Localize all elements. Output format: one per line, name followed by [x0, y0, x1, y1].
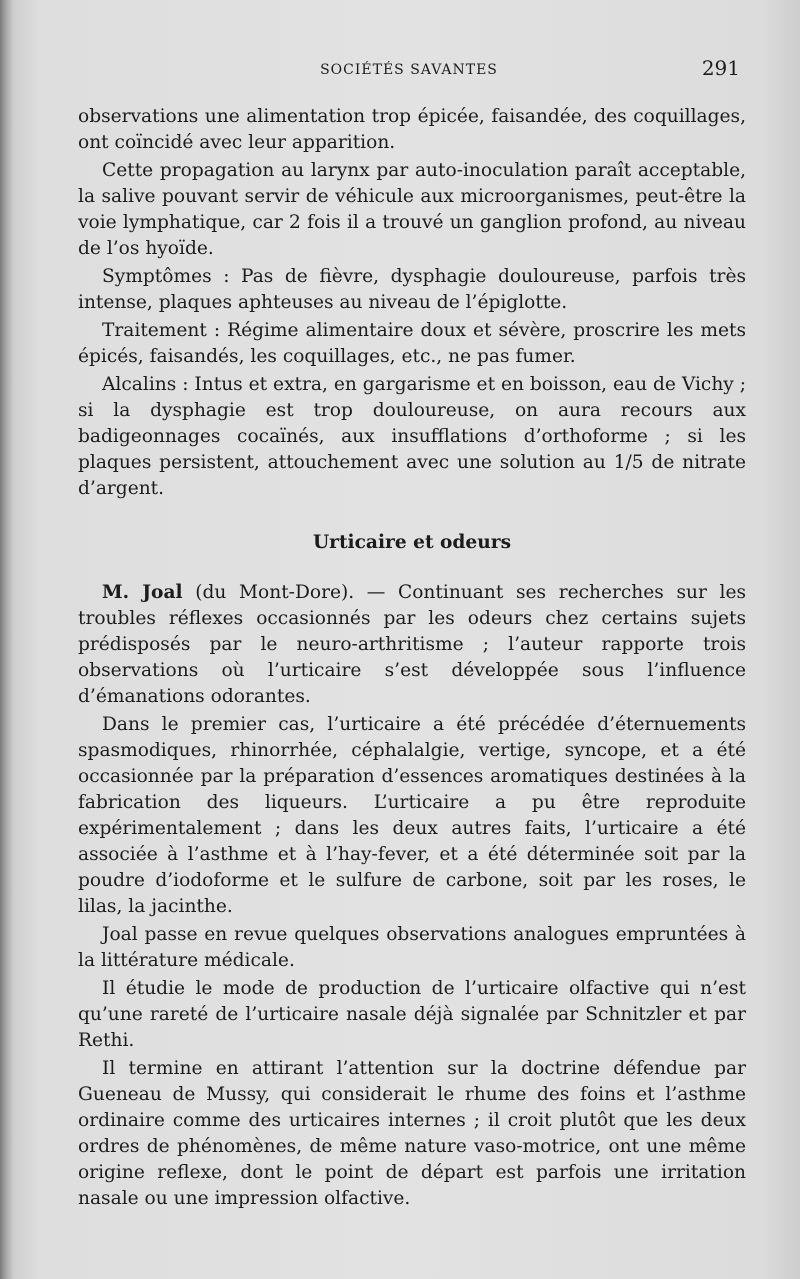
section-title: Urticaire et odeurs — [312, 532, 512, 553]
paragraph-first-case: Dans le premier cas, l’urticaire a été précédée d’éternuements spasmodiques, rhinorrhée, céphalalgie, vertige, syncope, et a été occasionnée par la préparation d’essences aromatiques destinées à la fabrication des liqueurs. L’urticaire a pu être reproduite expérimentalement ; dans les deux autres faits, l’urticaire a été associée à l’asthme et à l’hay-fever, et a été déterminée soit par la poudre d’iodoforme et le sulfure de carbone, soit par les roses, le lilas, la jacinthe. — [78, 714, 746, 917]
paragraph-alkalines: Alcalins : Intus et extra, en gargarisme et en boisson, eau de Vichy ; si la dysphagie est trop douloureuse, on aura recours aux badigeonnages cocaïnés, aux insufflations d’orthoforme ; si les plaques persistent, attouchement avec une solution au 1/5 de nitrate d’argent. — [78, 374, 746, 499]
paragraph-propagation: Cette propagation au larynx par auto-inoculation paraît acceptable, la salive pouvant servir de véhicule aux microorganismes, peut-être la voie lymphatique, car 2 fois il a trouvé un ganglion profond, au niveau de l’os hyoïde. — [78, 160, 746, 259]
body-text — [78, 104, 746, 1214]
paragraph-conclusion: Il termine en attirant l’attention sur la doctrine défendue par Gueneau de Mussy, qui considerait le rhume des foins et l’asthme ordinaire comme des urticaires internes ; il croit plutôt que les deux ordres de phénomènes, de même nature vaso-motrice, ont une même origine reflexe, dont le point de départ est parfois une irritation nasale ou une impression olfactive. — [78, 1058, 746, 1209]
running-head: SOCIÉTÉS SAVANTES — [320, 62, 498, 78]
paragraph-symptoms: Symptômes : Pas de fièvre, dysphagie douloureuse, parfois très intense, plaques aphteuses au niveau de l’épiglotte. — [78, 266, 746, 313]
paragraph-mechanism: Il étudie le mode de production de l’urticaire olfactive qui n’est qu’une rareté de l’urticaire nasale déjà signalée par Schnitzler et par Rethi. — [78, 978, 746, 1051]
paragraph-joal-intro — [78, 580, 746, 710]
speaker-name: M. Joal — [102, 582, 183, 603]
paragraph-joal-text: (du Mont-Dore). — Continuant ses recherches sur les troubles réflexes occasionnés par les odeurs chez certains sujets prédisposés par le neuro-arthritisme ; l’auteur rapporte trois observations où l’urticaire s’est développée sous l’influence d’émanations odorantes. — [78, 582, 746, 707]
paragraph-literature: Joal passe en revue quelques observations analogues empruntées à la littérature médicale. — [78, 924, 746, 971]
paragraph-treatment: Traitement : Régime alimentaire doux et sévère, proscrire les mets épicés, faisandés, les coquillages, etc., ne pas fumer. — [78, 320, 746, 367]
page-header — [78, 58, 740, 84]
page-number: 291 — [701, 56, 740, 80]
paragraph-continuation: observations une alimentation trop épicée, faisandée, des coquillages, ont coïncidé avec leur apparition. — [78, 106, 746, 153]
